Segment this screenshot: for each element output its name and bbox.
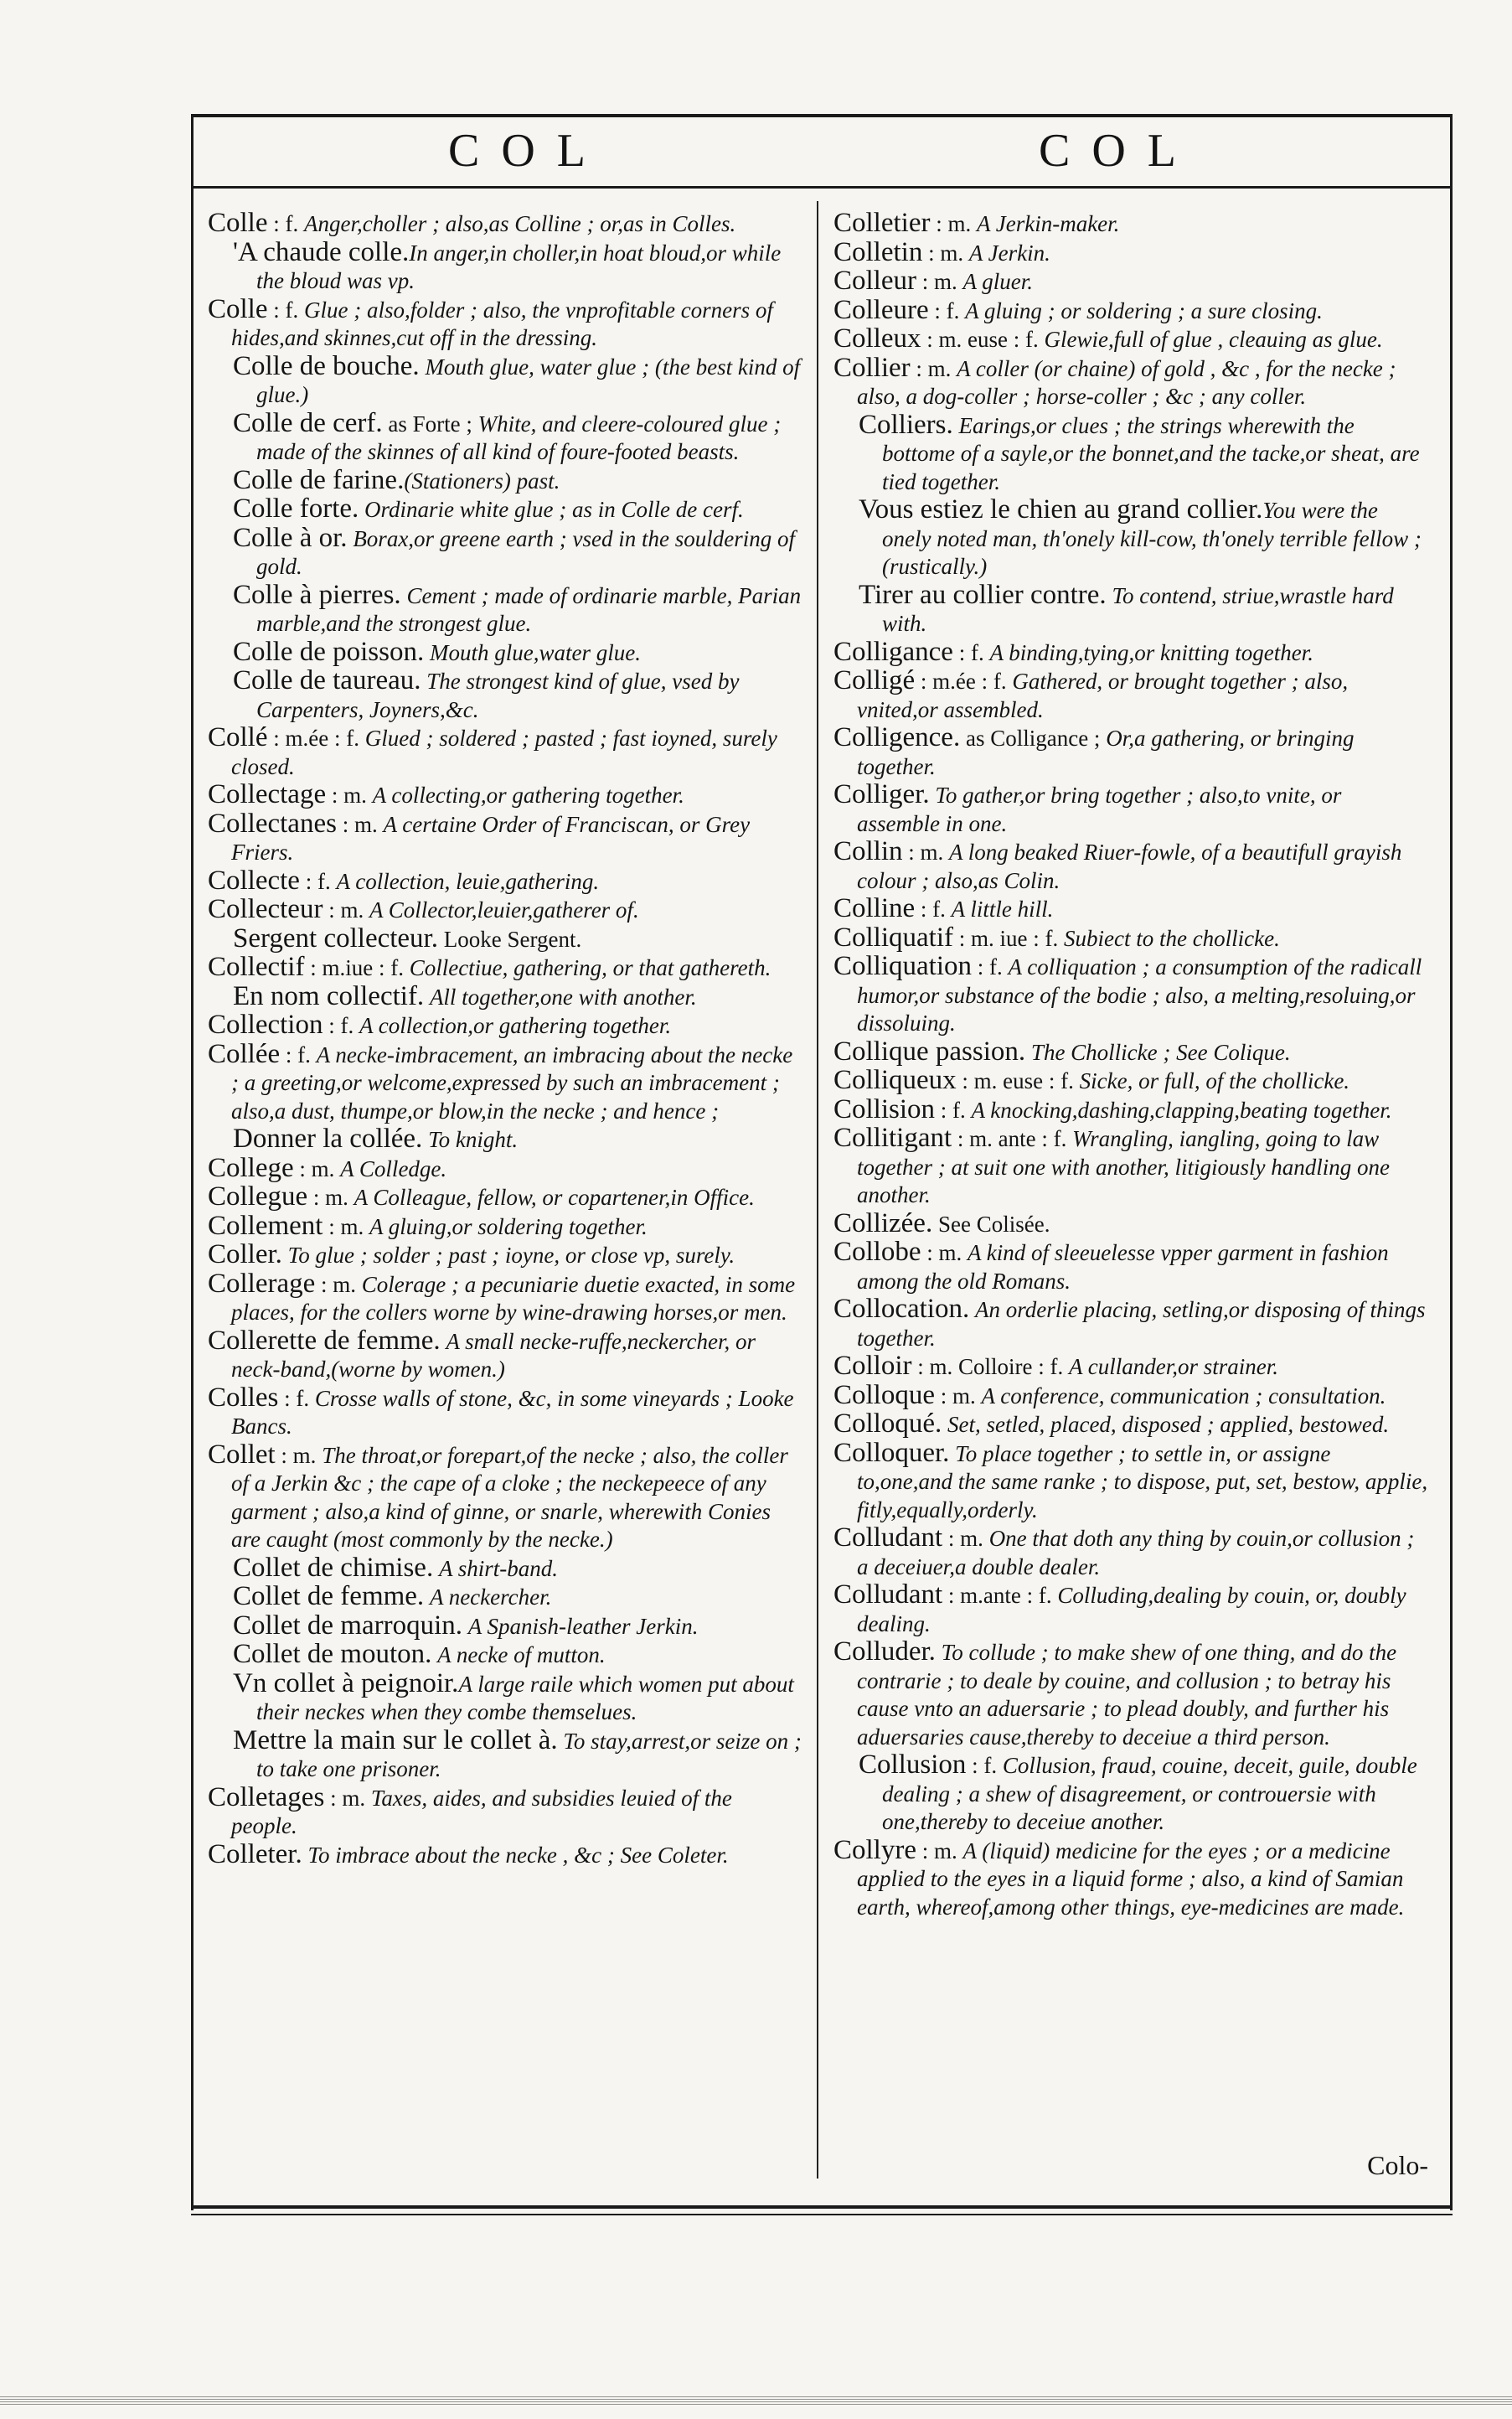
definition: Subiect to the chollicke.	[1063, 925, 1280, 951]
grammar-note: : m.ée : f.	[267, 726, 365, 751]
headword: Colliqueux	[833, 1065, 957, 1095]
headword: Collier	[833, 352, 911, 383]
headword: Collé	[208, 722, 268, 752]
dictionary-entry	[233, 980, 802, 1012]
definition: A small necke-ruffe,neckercher, or neck-band,(worne by women.)	[231, 1328, 756, 1382]
definition: A cullander,or strainer.	[1069, 1354, 1279, 1379]
headword: Colle	[208, 208, 268, 238]
definition: A (liquid) medicine for the eyes ; or a medicine applied to the eyes in a liquid forme ; also, a kind of Samian earth, whereof,among other things, eye-medicines are made.	[857, 1838, 1405, 1920]
definition: In anger,in choller,in hoat bloud,or while the bloud was vp.	[256, 240, 782, 293]
headword: Colle forte.	[233, 494, 359, 524]
headword: Collegue	[208, 1181, 308, 1212]
headword: Collocation.	[833, 1294, 970, 1324]
definition: To glue ; solder ; past ; ioyne, or close vp, surely.	[287, 1243, 735, 1268]
headword: Colliers.	[859, 409, 953, 440]
grammar-note: : f.	[966, 1753, 1003, 1778]
dictionary-entry	[233, 1124, 802, 1155]
definition: Crosse walls of stone, &c, in some vineyards ; Looke Bancs.	[231, 1385, 794, 1439]
definition: A knocking,dashing,clapping,beating together.	[971, 1097, 1392, 1123]
definition: A necke-imbracement, an imbracing about the necke ; a greeting,or welcome,expressed by such an imbracement ; also,a dust, thumpe,or blow,in the necke ; and hence ;	[231, 1042, 793, 1124]
definition: A collection, leuie,gathering.	[336, 868, 600, 894]
dictionary-entry	[833, 665, 1430, 724]
definition: White, and cleere-coloured glue ; made of the skinnes of all kind of foure-footed beasts.	[256, 411, 782, 464]
headword: Colloque	[833, 1379, 935, 1410]
grammar-note: : m.	[916, 269, 963, 294]
grammar-note: : m.iue : f.	[304, 955, 410, 980]
grammar-note: : m.	[315, 1271, 362, 1297]
definition: A coller (or chaine) of gold , &c , for the necke ; also, a dog-coller ; horse-coller ; &c ; any coller.	[857, 355, 1396, 409]
definition: To knight.	[428, 1127, 519, 1152]
headword: Colluder.	[833, 1636, 936, 1667]
definition: A gluing ; or soldering ; a sure closing.	[965, 297, 1323, 323]
definition: Mouth glue,water glue.	[430, 639, 641, 665]
dictionary-entry	[833, 951, 1430, 1038]
dictionary-entry	[208, 722, 802, 781]
grammar-note: : m.	[910, 355, 957, 381]
grammar-note: : m. iue : f.	[953, 925, 1064, 951]
headword: Collerage	[208, 1268, 316, 1299]
dictionary-entry	[859, 579, 1430, 638]
definition: A certaine Order of Franciscan, or Grey Friers.	[231, 811, 751, 865]
headword: Collection	[208, 1010, 323, 1040]
grammar-note: : f.	[972, 954, 1009, 979]
dictionary-entry	[859, 409, 1430, 497]
dictionary-entry	[233, 236, 802, 296]
definition: Borax,or greene earth ; vsed in the souldering of gold.	[256, 525, 795, 579]
dictionary-entry	[233, 1667, 802, 1727]
definition: Ordinarie white glue ; as in Colle de cerf.	[364, 497, 744, 522]
bottom-rule	[191, 2205, 1453, 2209]
dictionary-entry	[833, 1123, 1430, 1210]
definition: Glue ; also,folder ; also, the vnprofitable corners of hides,and skinnes,cut off in the dressing.	[231, 297, 773, 350]
dictionary-entry	[208, 1210, 802, 1242]
dictionary-entry	[233, 1552, 802, 1584]
headword: Sergent collecteur.	[233, 923, 438, 954]
grammar-note	[424, 985, 430, 1010]
dictionary-entry	[833, 1294, 1430, 1352]
headword: Colligence.	[833, 722, 961, 752]
dictionary-entry	[208, 779, 802, 810]
grammar-note	[462, 1614, 468, 1639]
headword: Collusion	[859, 1750, 967, 1780]
headword: Collet	[208, 1439, 276, 1470]
headword: Collectage	[208, 779, 327, 809]
headword: College	[208, 1152, 294, 1183]
headword: Collet de chimise.	[233, 1552, 434, 1583]
dictionary-entry	[833, 1036, 1430, 1067]
grammar-note	[969, 1297, 975, 1322]
definition: A necke of mutton.	[437, 1642, 606, 1667]
definition: Collectiue, gathering, or that gathereth.	[409, 955, 771, 980]
grammar-note	[424, 640, 430, 665]
dictionary-entry	[833, 266, 1430, 297]
headword: Colle de taureau.	[233, 665, 421, 695]
dictionary-entry	[208, 208, 802, 239]
dictionary-entry	[833, 1237, 1430, 1295]
grammar-note: : m.	[275, 1442, 323, 1468]
definition: The Chollicke ; See Colique.	[1030, 1039, 1291, 1065]
headword: Coller.	[208, 1239, 282, 1269]
grammar-note: : m.	[307, 1185, 354, 1210]
headword: Colliquatif	[833, 922, 953, 953]
headword: Vn collet à peignoir.	[233, 1667, 459, 1698]
dictionary-entry	[233, 350, 802, 410]
dictionary-entry	[208, 1181, 802, 1212]
grammar-note: : m.	[942, 1526, 989, 1551]
grammar-note: : m. ante : f.	[952, 1126, 1073, 1151]
grammar-note: : m.ée : f.	[915, 669, 1013, 694]
definition: A Colleague, fellow, or copartener,in Office.	[353, 1185, 755, 1210]
definition: A long beaked Riuer-fowle, of a beautifull grayish colour ; also,as Colin.	[857, 840, 1402, 893]
definition: All together,one with another.	[429, 984, 697, 1010]
grammar-note: : m.	[326, 783, 373, 808]
dictionary-entry	[833, 1437, 1430, 1525]
headword: Colludant	[833, 1579, 943, 1610]
dictionary-entry	[233, 665, 802, 724]
dictionary-entry	[208, 1382, 802, 1441]
grammar-note: : f.	[267, 211, 304, 236]
definition: Colerage ; a pecuniarie duetie exacted, in some places, for the collers worne by wine-drawing horses,or men.	[231, 1271, 796, 1325]
headword: Colles	[208, 1382, 279, 1413]
grammar-note: : f.	[278, 1385, 315, 1411]
definition: A Jerkin.	[968, 240, 1050, 266]
dictionary-entry	[233, 407, 802, 467]
headword: Donner la collée.	[233, 1124, 423, 1154]
dictionary-entry	[208, 952, 802, 983]
grammar-note: See Colisée.	[932, 1211, 1050, 1237]
grammar-note: : f.	[952, 639, 990, 665]
headword: Collitigant	[833, 1123, 952, 1153]
headword: Colline	[833, 893, 916, 923]
dictionary-entry	[208, 1325, 802, 1384]
grammar-note: : m.	[922, 240, 969, 266]
dictionary-entry	[833, 1351, 1430, 1382]
grammar-note: : f.	[280, 1042, 317, 1067]
dictionary-entry	[833, 779, 1430, 838]
definition: Colluding,dealing by couin, or, doubly dealing.	[857, 1583, 1406, 1636]
headword: Colle à pierres.	[233, 579, 401, 610]
dictionary-entry	[208, 894, 802, 925]
dictionary-entry	[833, 1636, 1430, 1751]
headword: Collerette de femme.	[208, 1325, 441, 1356]
grammar-note: : m.ante : f.	[942, 1583, 1058, 1608]
dictionary-entry	[208, 1838, 802, 1870]
dictionary-entry	[859, 1750, 1430, 1837]
dictionary-entry	[208, 1439, 802, 1554]
headword: Collée	[208, 1038, 281, 1069]
dictionary-entry	[833, 1065, 1430, 1096]
dictionary-entry	[233, 522, 802, 581]
grammar-note	[433, 1556, 439, 1581]
grammar-note: as Forte ;	[382, 411, 478, 437]
dictionary-entry	[833, 1579, 1430, 1638]
grammar-note: : m.	[324, 1785, 371, 1811]
headword: Collobe	[833, 1237, 921, 1267]
definition: Set, setled, placed, disposed ; applied, bestowed.	[947, 1412, 1390, 1437]
grammar-note: : m.	[336, 811, 384, 837]
headword: Colle de poisson.	[233, 636, 425, 667]
grammar-note: : m.	[921, 1240, 968, 1265]
dictionary-entry	[208, 1038, 802, 1126]
headword: Vous estiez le chien au grand collier.	[859, 494, 1263, 525]
headword: Colligé	[833, 665, 916, 695]
dictionary-entry	[233, 579, 802, 638]
definition: A gluer.	[962, 269, 1034, 294]
definition: To gather,or bring together ; also,to vnite, or assemble in one.	[857, 783, 1342, 836]
headword: Colloqué.	[833, 1408, 942, 1439]
definition: To collude ; to make shew of one thing, and do the contrarie ; to deale by couine, and collusion ; to betray his cause vnto an aduersarie ; to plead doubly, and further his aduersaries cause,thereby to deceiue a third person.	[857, 1640, 1397, 1750]
dictionary-entry	[833, 294, 1430, 326]
definition: An orderlie placing, setling,or disposing of things together.	[857, 1297, 1426, 1351]
grammar-note	[1025, 1040, 1031, 1065]
headword: Collet de mouton.	[233, 1639, 432, 1669]
definition: Cement ; made of ordinarie marble, Parian marble,and the strongest glue.	[256, 582, 802, 636]
dictionary-entry	[233, 1581, 802, 1612]
headword: Colle de farine.	[233, 464, 405, 495]
dictionary-entry	[208, 865, 802, 897]
headword: Collet de marroquin.	[233, 1610, 463, 1641]
headword: Collyre	[833, 1834, 916, 1865]
grammar-note: as Colligance ;	[960, 726, 1107, 751]
headword: Collision	[833, 1093, 936, 1124]
grammar-note: : m.	[323, 897, 369, 923]
grammar-note: : f.	[299, 868, 337, 894]
definition: Or,a gathering, or bringing together.	[857, 726, 1355, 779]
grammar-note: : m.	[935, 1383, 982, 1408]
headword: Colle de cerf.	[233, 407, 383, 438]
dictionary-entry	[233, 1639, 802, 1670]
headword: Tirer au collier contre.	[859, 579, 1107, 610]
definition: (Stationers) past.	[404, 468, 560, 494]
catchword: Colo-	[1367, 2150, 1428, 2180]
dictionary-entry	[208, 293, 802, 353]
definition: To stay,arrest,or seize on ; to take one prisoner.	[256, 1728, 802, 1781]
definition: Glued ; soldered ; pasted ; fast ioyned, surely closed.	[231, 726, 777, 779]
grammar-note: : m.	[323, 1213, 369, 1239]
headword: Colleux	[833, 323, 921, 354]
grammar-note: : f.	[323, 1013, 359, 1038]
headword: Colliquation	[833, 951, 972, 981]
grammar-note: : f.	[267, 297, 304, 323]
headword: 'A chaude colle.	[233, 236, 410, 267]
dictionary-entry	[833, 208, 1430, 239]
dictionary-entry	[833, 836, 1430, 895]
grammar-note: : m.	[902, 840, 950, 865]
headword: Collement	[208, 1210, 323, 1241]
dictionary-entry	[233, 636, 802, 668]
dictionary-entry	[833, 1093, 1430, 1125]
headword: Mettre la main sur le collet à.	[233, 1724, 558, 1755]
grammar-note: : f.	[928, 297, 966, 323]
dictionary-entry	[233, 1724, 802, 1784]
headword: Colloquer.	[833, 1437, 950, 1468]
headword: Colleur	[833, 266, 916, 296]
dictionary-entry	[233, 1610, 802, 1641]
dictionary-entry	[833, 352, 1430, 411]
bottom-rule-thin	[191, 2214, 1453, 2215]
grammar-note: : m. euse : f.	[956, 1068, 1080, 1093]
running-head-right: COL	[1039, 125, 1198, 177]
grammar-note: Looke Sergent.	[437, 926, 582, 952]
dictionary-entry	[833, 722, 1430, 781]
headword: Collectanes	[208, 808, 337, 839]
grammar-note	[424, 1584, 430, 1610]
dictionary-entry	[833, 922, 1430, 954]
definition: A shirt-band.	[438, 1555, 558, 1581]
dictionary-entry	[208, 1781, 802, 1841]
definition: A Colledge.	[340, 1155, 447, 1181]
dictionary-entry	[208, 1152, 802, 1184]
headword: Colloir	[833, 1351, 912, 1381]
definition: A little hill.	[951, 897, 1054, 922]
grammar-note: : f.	[935, 1097, 972, 1123]
definition: A collection,or gathering together.	[359, 1013, 672, 1038]
dictionary-entry	[833, 1207, 1430, 1239]
headword: Colle	[208, 293, 268, 324]
definition: A Collector,leuier,gatherer of.	[369, 897, 639, 923]
definition: A Spanish-leather Jerkin.	[467, 1613, 699, 1639]
grammar-note	[942, 1412, 947, 1437]
dictionary-entry	[208, 808, 802, 867]
grammar-note: : m. Colloire : f.	[911, 1354, 1069, 1379]
dictionary-entry	[833, 1379, 1430, 1411]
definition: You were the onely noted man, th'onely kill-cow, th'onely terrible fellow ; (rustically.)	[882, 498, 1422, 579]
grammar-note: : m.	[930, 211, 977, 236]
headword: Collin	[833, 836, 903, 866]
headword: Colletages	[208, 1781, 325, 1812]
dictionary-entry	[833, 236, 1430, 268]
headword: Colletier	[833, 208, 931, 238]
definition: Gathered, or brought together ; also, vnited,or assembled.	[857, 669, 1349, 722]
headword: Collecte	[208, 865, 300, 896]
dictionary-entry	[208, 1010, 802, 1041]
dictionary-entry	[208, 1268, 802, 1327]
grammar-note: : m.	[293, 1155, 341, 1181]
definition: A neckercher.	[429, 1584, 552, 1610]
dictionary-entry	[233, 494, 802, 525]
dictionary-entry	[833, 323, 1430, 354]
definition: Collusion, fraud, couine, deceit, guile, double dealing ; a shew of disagreement, or controuersie with one,thereby to deceiue another.	[882, 1753, 1417, 1834]
headword: Collique passion.	[833, 1036, 1026, 1067]
definition: Anger,choller ; also,as Colline ; or,as in Colles.	[304, 211, 736, 236]
definition: A kind of sleeuelesse vpper garment in fashion among the old Romans.	[857, 1240, 1389, 1294]
definition: The throat,or forepart,of the necke ; also, the coller of a Jerkin &c ; the cape of a cloke ; the neckepeece of any garment ; also,a kind of ginne, or snarle, wherewith Conies are caught (most commonly by the necke.)	[231, 1442, 788, 1552]
dictionary-entry	[833, 1834, 1430, 1922]
dictionary-entry	[233, 923, 802, 954]
top-rule	[191, 114, 1453, 117]
dictionary-entry	[859, 494, 1430, 581]
headword: Colligance	[833, 636, 953, 667]
definition: To contend, striue,wrastle hard with.	[882, 582, 1394, 636]
definition: One that doth any thing by couin,or collusion ; a deceiuer,a double dealer.	[857, 1526, 1415, 1579]
headword: Collet de femme.	[233, 1581, 425, 1611]
headword: Colle à or.	[233, 522, 348, 553]
headword: Collecteur	[208, 894, 323, 924]
definition: Taxes, aides, and subsidies leuied of the people.	[231, 1785, 732, 1838]
definition: To place together ; to settle in, or assigne to,one,and the same ranke ; to dispose, put, set, bestow, applie, fitly,equally,orderly.	[857, 1440, 1428, 1522]
grammar-note	[953, 413, 959, 438]
grammar-note: : f.	[915, 897, 952, 922]
dictionary-entry	[233, 464, 802, 496]
definition: A gluing,or soldering together.	[369, 1213, 648, 1239]
column-divider	[817, 201, 818, 2179]
grammar-note: : m.	[916, 1838, 963, 1863]
definition: Sicke, or full, of the chollicke.	[1079, 1068, 1350, 1093]
definition: A conference, communication ; consultation.	[981, 1383, 1386, 1408]
definition: Glewie,full of glue , cleauing as glue.	[1044, 327, 1383, 352]
headword: Colleter.	[208, 1838, 302, 1869]
running-head-left: COL	[448, 125, 607, 177]
headword: Collizée.	[833, 1207, 933, 1238]
dictionary-entry	[833, 1408, 1430, 1440]
dictionary-entry	[833, 1522, 1430, 1581]
headword: Collectif	[208, 952, 305, 982]
headword: Colludant	[833, 1522, 943, 1553]
grammar-note: : m. euse : f.	[921, 327, 1045, 352]
definition: A colliquation ; a consumption of the radicall humor,or substance of the bodie ; also, a melting,resoluing,or dissoluing.	[857, 954, 1422, 1036]
dictionary-entry	[833, 636, 1430, 668]
scan-edge	[0, 2396, 1512, 2405]
definition: To imbrace about the necke , &c ; See Coleter.	[307, 1842, 729, 1868]
definition: A collecting,or gathering together.	[372, 783, 684, 808]
grammar-note	[282, 1243, 288, 1268]
headword: Colletin	[833, 236, 923, 267]
headword: Colliger.	[833, 779, 930, 809]
headword: Colle de bouche.	[233, 350, 420, 381]
definition: A large raile which women put about their neckes when they combe themselues.	[256, 1671, 794, 1724]
definition: Wrangling, iangling, going to law together ; at suit one with another, litigiously handling one another.	[857, 1126, 1390, 1207]
headword: En nom collectif.	[233, 980, 425, 1011]
definition: The strongest kind of glue, vsed by Carpenters, Joyners,&c.	[256, 669, 740, 722]
right-column	[833, 209, 1430, 1921]
grammar-note	[936, 1640, 942, 1665]
definition: A binding,tying,or knitting together.	[989, 639, 1313, 665]
definition: Earings,or clues ; the strings wherewith the bottome of a sayle,or the bonnet,and the tacke,or sheat, are tied together.	[882, 412, 1420, 494]
dictionary-entry	[208, 1239, 802, 1270]
left-column	[208, 209, 802, 1869]
definition: Mouth glue, water glue ; (the best kind of glue.)	[256, 354, 801, 407]
header-rule	[191, 186, 1453, 189]
headword: Colleure	[833, 294, 929, 325]
definition: A Jerkin-maker.	[976, 211, 1120, 236]
dictionary-entry	[833, 893, 1430, 924]
